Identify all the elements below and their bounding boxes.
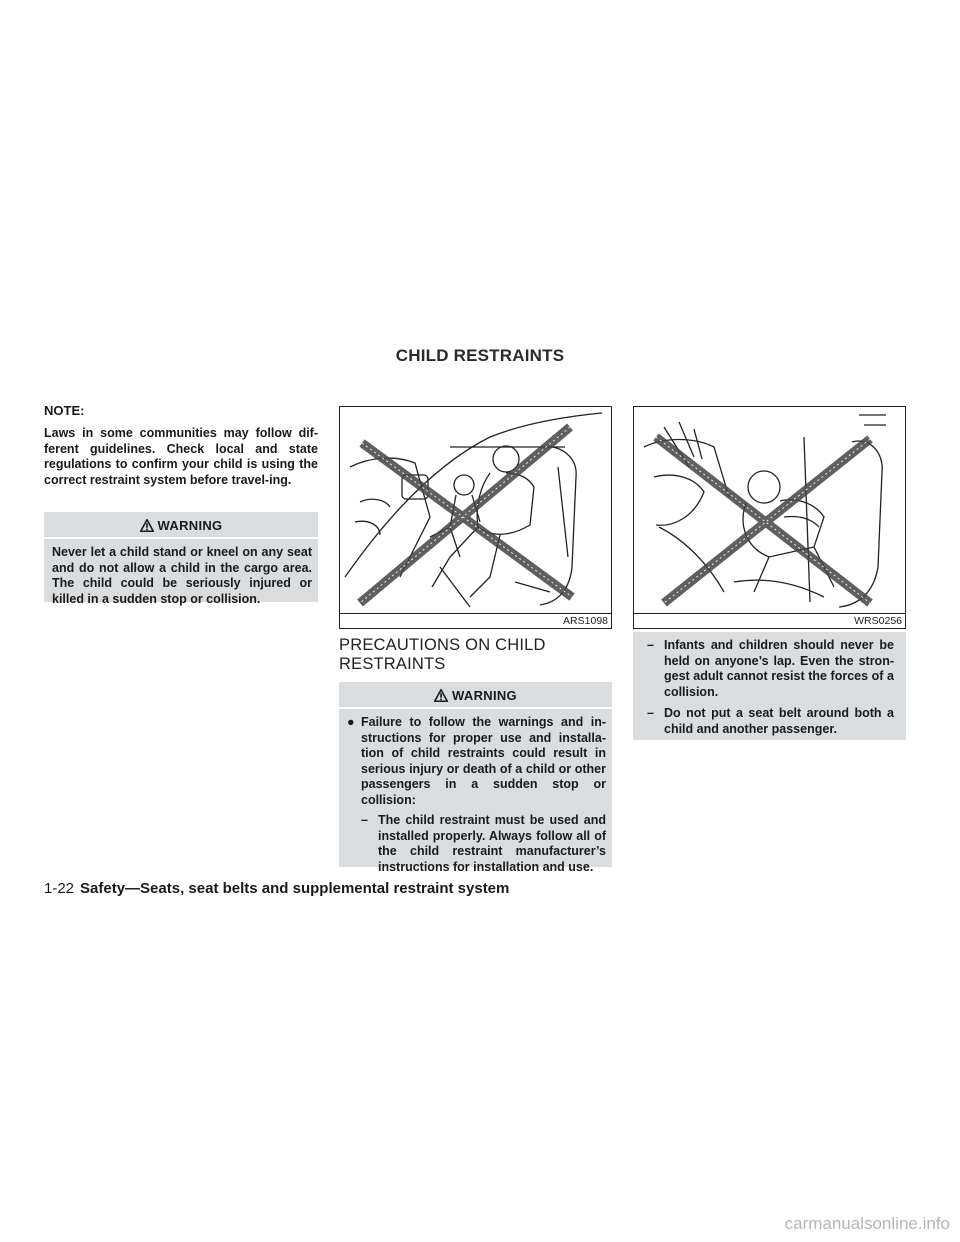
warning-bullet xyxy=(339,715,612,808)
warning-box-left xyxy=(44,512,318,606)
note-label: NOTE: xyxy=(44,403,85,418)
warning-dash-item xyxy=(647,706,900,737)
page-number: 1-22 xyxy=(44,880,75,897)
warning-dash-text: Infants and children should never be held on anyone’s lap. Even the stron-gest adult cannot resist the forces of a collision. xyxy=(664,638,894,699)
bullet-icon: ● xyxy=(347,715,355,729)
note-text: Laws in some communities may follow dif-ferent guidelines. Check local and state regulations to confirm your child is using the correct restraint system before travel-ing. xyxy=(44,426,318,487)
chapter-title: Safety—Seats, seat belts and supplemental restraint system xyxy=(80,880,510,897)
dash-mark: – xyxy=(647,706,654,720)
warning-text: Never let a child stand or kneel on any seat and do not allow a child in the cargo area. The child could be seriously injured or killed in a sudden stop or collision. xyxy=(52,545,312,606)
figure-code: ARS1098 xyxy=(563,615,608,627)
warning-header xyxy=(339,682,612,707)
child-standing-between-seats-crossed-out-icon xyxy=(340,407,611,613)
left-column xyxy=(44,403,318,488)
page-footer xyxy=(44,880,509,897)
watermark: carmanualsonline.info xyxy=(784,1214,950,1233)
child-on-lap-crossed-out-icon xyxy=(634,407,905,613)
figure-child-on-lap xyxy=(633,406,906,629)
figure-child-standing xyxy=(339,406,612,629)
warning-box-middle xyxy=(339,682,612,874)
warning-bullet-text: Failure to follow the warnings and in-structions for proper use and installa-tion of child restraints could result in serious injury or death of a child or other passengers in a sudden stop or collision: xyxy=(361,715,606,807)
figure-code: WRS0256 xyxy=(854,615,902,627)
warning-header xyxy=(44,512,318,537)
middle-column xyxy=(339,636,612,674)
warning-dash-text: Do not put a seat belt around both a child and another passenger. xyxy=(664,706,894,736)
warning-triangle-icon xyxy=(140,519,154,532)
warning-triangle-icon xyxy=(434,689,448,702)
section-header: CHILD RESTRAINTS xyxy=(395,346,565,365)
warning-title: WARNING xyxy=(157,518,223,533)
warning-dash-item xyxy=(647,638,900,700)
warning-dash-item xyxy=(361,813,612,875)
warning-title: WARNING xyxy=(452,688,517,703)
dash-mark: – xyxy=(647,638,654,652)
dash-mark: – xyxy=(361,813,368,827)
precautions-heading: PRECAUTIONS ON CHILD RESTRAINTS xyxy=(339,636,546,673)
warning-box-right xyxy=(633,632,906,740)
warning-dash-text: The child restraint must be used and installed properly. Always follow all of the child restraint manufacturer’s instructions for installation and use. xyxy=(378,813,606,874)
